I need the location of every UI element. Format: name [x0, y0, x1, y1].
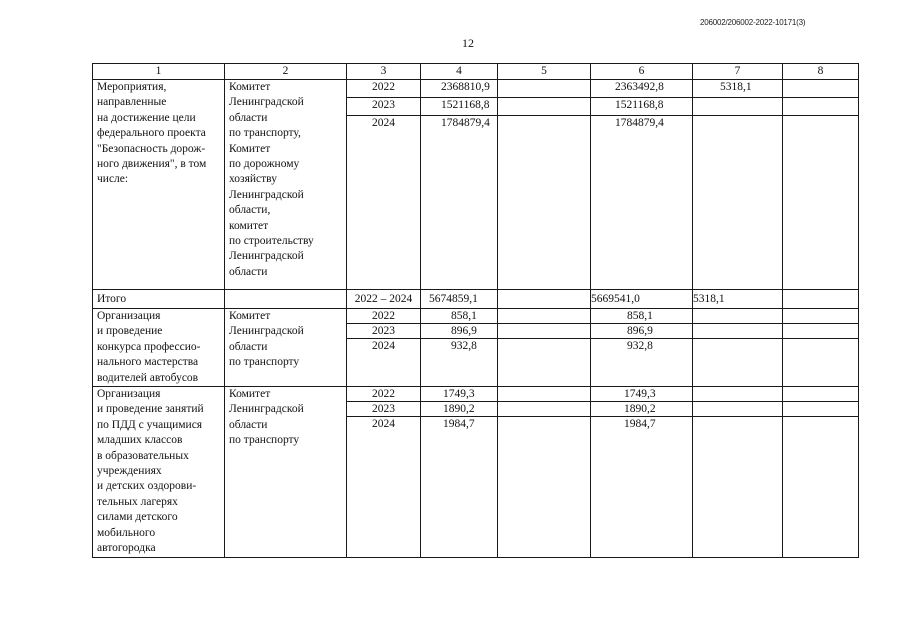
col5-cell [498, 387, 591, 557]
col7-cell [693, 309, 783, 387]
col8-cell [783, 80, 859, 290]
header-cell: 1 [93, 64, 225, 80]
page-number: 12 [462, 36, 474, 50]
executor-cell: Комитет Ленинградской области по транспорту [225, 309, 347, 387]
col4-cell: 5674859,1 [421, 290, 498, 309]
activity-cell: Организация и проведение конкурса профессио- нального мастерства водителей автобусов [93, 309, 225, 387]
activity-cell: Организация и проведение занятий по ПДД с учащимися младших классов в образовательных учреждениях и детских оздорови- тельных лагерях силами детского мобильного автогородка [93, 387, 225, 557]
total-label: Итого [93, 290, 225, 309]
col5-cell [498, 309, 591, 387]
executor-cell [225, 290, 347, 309]
col4-cell: 1749,3 1890,2 1984,7 [421, 387, 498, 557]
table-row [93, 309, 859, 387]
header-cell: 6 [591, 64, 693, 80]
activity-cell: Мероприятия, направленные на достижение цели федерального проекта "Безопасность дорож- ного движения", в том числе: [93, 80, 225, 290]
col8-cell [783, 309, 859, 387]
budget-table [92, 63, 859, 558]
col8-cell [783, 387, 859, 557]
header-cell: 3 [347, 64, 421, 80]
year-cell: 2022 2023 2024 [347, 309, 421, 387]
header-cell: 4 [421, 64, 498, 80]
col4-cell: 2368810,9 1521168,8 1784879,4 [421, 80, 498, 290]
header-cell: 2 [225, 64, 347, 80]
col5-cell [498, 80, 591, 290]
year-cell: 2022 2023 2024 [347, 80, 421, 290]
header-cell: 7 [693, 64, 783, 80]
year-cell: 2022 2023 2024 [347, 387, 421, 557]
table-row [93, 80, 859, 290]
col6-cell: 5669541,0 [591, 290, 693, 309]
year-range-cell: 2022 – 2024 [347, 290, 421, 309]
col7-cell: 5318,1 [693, 80, 783, 290]
header-cell: 8 [783, 64, 859, 80]
col4-cell: 858,1 896,9 932,8 [421, 309, 498, 387]
col6-cell: 858,1 896,9 932,8 [591, 309, 693, 387]
col6-cell: 1749,3 1890,2 1984,7 [591, 387, 693, 557]
col8-cell [783, 290, 859, 309]
document-id: 206002/206002-2022-10171(3) [700, 18, 806, 27]
header-cell: 5 [498, 64, 591, 80]
col7-cell [693, 387, 783, 557]
executor-cell: Комитет Ленинградской области по транспорту [225, 387, 347, 557]
col5-cell [498, 290, 591, 309]
header-row [93, 64, 859, 80]
total-row [93, 290, 859, 309]
table-row [93, 387, 859, 557]
col7-cell: 5318,1 [693, 290, 783, 309]
col6-cell: 2363492,8 1521168,8 1784879,4 [591, 80, 693, 290]
executor-cell: Комитет Ленинградской области по транспорту, Комитет по дорожному хозяйству Ленинградской области, комитет по строительству Ленинградской области [225, 80, 347, 290]
